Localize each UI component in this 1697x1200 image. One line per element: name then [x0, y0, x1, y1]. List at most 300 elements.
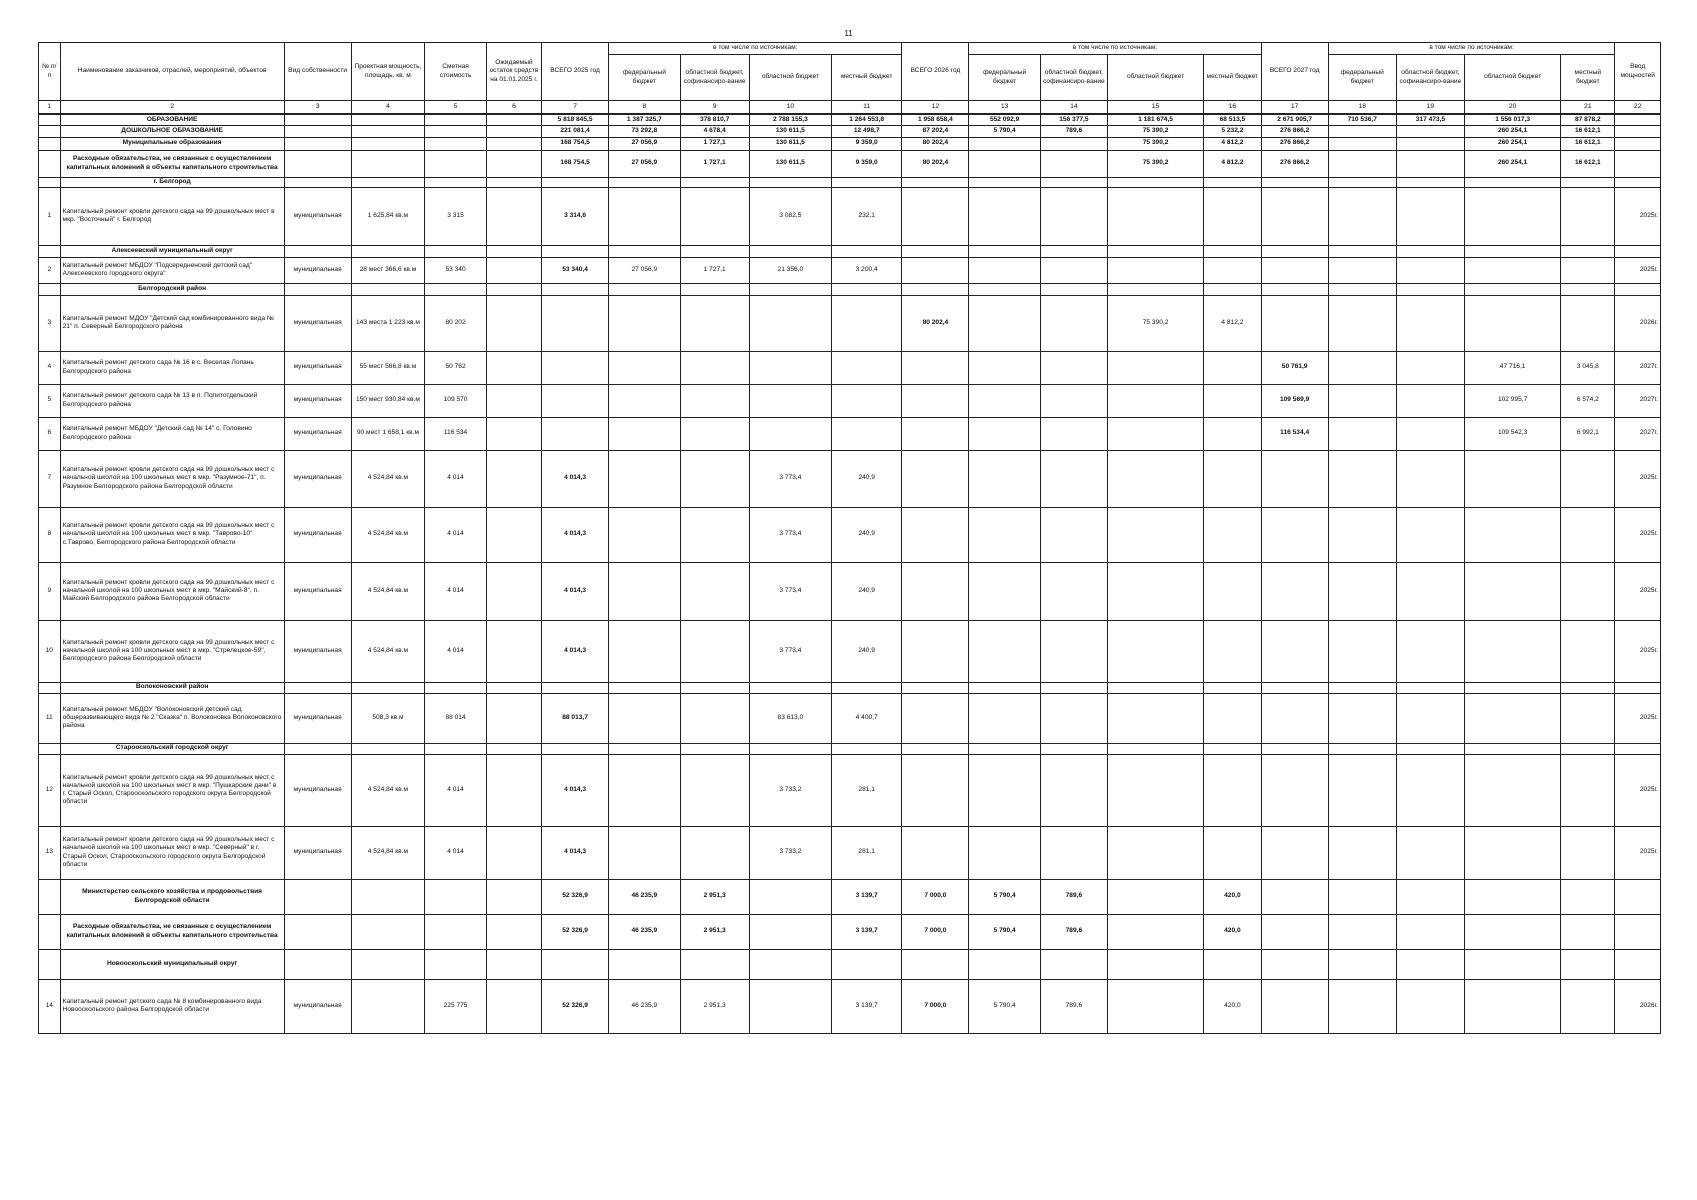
federal-2027-cell: [1328, 137, 1396, 150]
row-number: 4: [39, 351, 61, 384]
local-2025-cell: [831, 351, 901, 384]
commissioning-cell: 2025г.: [1615, 450, 1661, 507]
total-2027-cell: 50 761,9: [1261, 351, 1328, 384]
ownership-cell: муниципальная: [284, 187, 351, 245]
commissioning-cell: 2026г.: [1615, 979, 1661, 1033]
investment-program-table: [38, 42, 1661, 1034]
regional-cofin-2027-cell: [1396, 507, 1464, 562]
federal-2025-cell: [609, 826, 680, 879]
regional-2027-cell: [1464, 620, 1560, 682]
group-name: Министерство сельского хозяйства и продовольствия Белгородской области: [60, 879, 284, 914]
total-2025-cell: [542, 295, 609, 351]
federal-2025-cell: 73 292,8: [609, 125, 680, 137]
header-regional-2026: областной бюджет: [1107, 55, 1203, 101]
section-title: Старооскольский городской округ: [60, 743, 284, 754]
regional-2026-cell: [1107, 914, 1203, 949]
header-num: № п/п: [39, 43, 61, 101]
local-2026-cell: [1204, 620, 1261, 682]
commissioning-cell: [1615, 125, 1661, 137]
total-2027-cell: 2 671 905,7: [1261, 114, 1328, 125]
local-2025-cell: 240,9: [831, 620, 901, 682]
federal-2025-cell: [609, 754, 680, 826]
regional-cofin-2027-cell: [1396, 417, 1464, 450]
regional-2026-cell: [1107, 417, 1203, 450]
capacity-cell: 28 мест 366,6 кв.м: [351, 257, 425, 283]
ownership-cell: муниципальная: [284, 450, 351, 507]
row-number: 14: [39, 979, 61, 1033]
column-number: 7: [542, 101, 609, 115]
regional-cofin-2025-cell: 378 810,7: [680, 114, 749, 125]
row-number: [39, 177, 61, 187]
commissioning-cell: 2027г.: [1615, 351, 1661, 384]
empty-cell: [749, 283, 831, 295]
row-number: [39, 949, 61, 979]
regional-2025-cell: [749, 384, 831, 417]
regional-2026-cell: [1107, 754, 1203, 826]
header-ownership: Вид собственности: [284, 43, 351, 101]
header-cost: Сметная стоимость: [425, 43, 487, 101]
local-2025-cell: 3 200,4: [831, 257, 901, 283]
federal-2026-cell: [969, 351, 1040, 384]
regional-cofin-2026-cell: 789,6: [1040, 125, 1107, 137]
empty-cell: [1396, 283, 1464, 295]
empty-cell: [609, 743, 680, 754]
empty-cell: [1204, 283, 1261, 295]
estimated-cost-cell: 3 315: [425, 187, 487, 245]
federal-2026-cell: [969, 257, 1040, 283]
federal-2026-cell: [969, 507, 1040, 562]
regional-cofin-2026-cell: [1040, 949, 1107, 979]
regional-2025-cell: [749, 295, 831, 351]
empty-cell: [1464, 177, 1560, 187]
regional-cofin-2026-cell: [1040, 754, 1107, 826]
regional-cofin-2026-cell: [1040, 693, 1107, 743]
regional-2025-cell: 3 733,2: [749, 826, 831, 879]
regional-2027-cell: 260 254,1: [1464, 125, 1560, 137]
federal-2026-cell: 5 790,4: [969, 879, 1040, 914]
estimated-cost-cell: 4 014: [425, 826, 487, 879]
regional-2026-cell: [1107, 949, 1203, 979]
local-2025-cell: 240,9: [831, 450, 901, 507]
regional-cofin-2025-cell: [680, 450, 749, 507]
federal-2025-cell: [609, 187, 680, 245]
local-2026-cell: 4 812,2: [1204, 295, 1261, 351]
total-2025-cell: 4 014,3: [542, 826, 609, 879]
capacity-cell: 150 мест 930,84 кв.м: [351, 384, 425, 417]
header-capacity: Проектная мощность, площадь, кв. м: [351, 43, 425, 101]
header-local-2025: местный бюджет: [831, 55, 901, 101]
column-number: 21: [1561, 101, 1615, 115]
total-2025-cell: 168 754,5: [542, 150, 609, 177]
regional-cofin-2025-cell: [680, 507, 749, 562]
regional-cofin-2027-cell: [1396, 187, 1464, 245]
commissioning-cell: [1615, 114, 1661, 125]
local-2026-cell: 68 513,5: [1204, 114, 1261, 125]
federal-2027-cell: [1328, 620, 1396, 682]
federal-2026-cell: [969, 693, 1040, 743]
local-2025-cell: [831, 949, 901, 979]
row-number: [39, 137, 61, 150]
regional-2025-cell: 3 773,4: [749, 507, 831, 562]
estimated-cost-cell: 88 014: [425, 693, 487, 743]
commissioning-cell: 2026г.: [1615, 295, 1661, 351]
empty-cell: [1261, 743, 1328, 754]
regional-2026-cell: [1107, 979, 1203, 1033]
empty-cell: [1615, 743, 1661, 754]
object-name: Капитальный ремонт кровли детского сада на 99 дошкольных мест с начальной школой на 100 школьных мест в мкр. "Стрелецкое-59", Белгородского района Белгородской области: [60, 620, 284, 682]
table-row: [39, 979, 1661, 1033]
empty-cell: [1464, 682, 1560, 693]
remainder-cell: [486, 620, 541, 682]
capacity-cell: 4 524,84 кв.м: [351, 754, 425, 826]
regional-cofin-2026-cell: [1040, 150, 1107, 177]
regional-cofin-2027-cell: [1396, 754, 1464, 826]
federal-2027-cell: [1328, 693, 1396, 743]
total-2027-cell: 276 866,2: [1261, 137, 1328, 150]
estimated-cost-cell: 4 014: [425, 754, 487, 826]
empty-cell: [284, 245, 351, 257]
total-2027-cell: 276 866,2: [1261, 150, 1328, 177]
table-row: [39, 351, 1661, 384]
local-2025-cell: 9 359,0: [831, 150, 901, 177]
total-2026-cell: 87 202,4: [902, 125, 969, 137]
row-number: 1: [39, 187, 61, 245]
empty-cell: [425, 177, 487, 187]
empty-cell: [609, 177, 680, 187]
total-2025-cell: 4 014,3: [542, 507, 609, 562]
empty-cell: [1328, 743, 1396, 754]
table-row: [39, 754, 1661, 826]
regional-cofin-2027-cell: [1396, 620, 1464, 682]
row-number: 6: [39, 417, 61, 450]
row-number: 7: [39, 450, 61, 507]
estimated-cost-cell: 80 202: [425, 295, 487, 351]
regional-2027-cell: [1464, 562, 1560, 620]
local-2025-cell: 232,1: [831, 187, 901, 245]
empty-cell: [1561, 283, 1615, 295]
commissioning-cell: 2025г.: [1615, 257, 1661, 283]
empty-cell: [1396, 743, 1464, 754]
federal-2025-cell: 1 387 325,7: [609, 114, 680, 125]
estimated-cost-cell: [425, 114, 487, 125]
federal-2027-cell: [1328, 562, 1396, 620]
empty-cell: [1204, 245, 1261, 257]
section-title: г. Белгород: [60, 177, 284, 187]
regional-cofin-2026-cell: [1040, 295, 1107, 351]
empty-cell: [1396, 682, 1464, 693]
total-2026-cell: 80 202,4: [902, 295, 969, 351]
regional-cofin-2025-cell: 1 727,1: [680, 137, 749, 150]
local-2026-cell: [1204, 257, 1261, 283]
local-2026-cell: 4 812,2: [1204, 137, 1261, 150]
federal-2025-cell: 27 056,9: [609, 137, 680, 150]
federal-2027-cell: [1328, 879, 1396, 914]
object-name: Капитальный ремонт кровли детского сада на 99 дошкольных мест с начальной школой на 100 школьных мест в мкр. "Северный" в г. Старый Оскол, Старооскольского городского округа Белгородской области: [60, 826, 284, 879]
table-row: [39, 384, 1661, 417]
total-2025-cell: 52 326,9: [542, 879, 609, 914]
regional-2027-cell: [1464, 187, 1560, 245]
object-name: Капитальный ремонт МДОУ "Детский сад комбинированного вида № 21" п. Северный Белгородского района: [60, 295, 284, 351]
column-number: 14: [1040, 101, 1107, 115]
federal-2026-cell: 552 092,9: [969, 114, 1040, 125]
regional-cofin-2025-cell: 1 727,1: [680, 257, 749, 283]
total-2027-cell: [1261, 979, 1328, 1033]
empty-cell: [902, 245, 969, 257]
row-number: [39, 879, 61, 914]
local-2027-cell: [1561, 507, 1615, 562]
empty-cell: [425, 283, 487, 295]
estimated-cost-cell: 50 762: [425, 351, 487, 384]
federal-2025-cell: 46 235,9: [609, 879, 680, 914]
row-number: 9: [39, 562, 61, 620]
column-number: 16: [1204, 101, 1261, 115]
local-2025-cell: 240,9: [831, 507, 901, 562]
empty-cell: [1615, 177, 1661, 187]
empty-cell: [1261, 245, 1328, 257]
header-local-2027: местный бюджет: [1561, 55, 1615, 101]
section-row: [39, 283, 1661, 295]
header-federal-2026: федеральный бюджет: [969, 55, 1040, 101]
empty-cell: [1040, 245, 1107, 257]
table-row: [39, 620, 1661, 682]
estimated-cost-cell: [425, 914, 487, 949]
regional-cofin-2026-cell: [1040, 257, 1107, 283]
regional-cofin-2026-cell: 156 377,5: [1040, 114, 1107, 125]
capacity-cell: 90 мест 1 658,1 кв.м: [351, 417, 425, 450]
header-total-2025: ВСЕГО 2025 год: [542, 43, 609, 101]
total-2025-cell: [542, 384, 609, 417]
regional-cofin-2026-cell: [1040, 351, 1107, 384]
row-number: 8: [39, 507, 61, 562]
remainder-cell: [486, 826, 541, 879]
regional-cofin-2025-cell: [680, 351, 749, 384]
empty-cell: [969, 245, 1040, 257]
regional-cofin-2025-cell: [680, 949, 749, 979]
ownership-cell: муниципальная: [284, 620, 351, 682]
empty-cell: [1107, 283, 1203, 295]
column-numbers-row: [39, 101, 1661, 115]
table-row: [39, 257, 1661, 283]
group-name: Расходные обязательства, не связанные с осуществлением капитальных вложений в объекты капитального строительства: [60, 914, 284, 949]
capacity-cell: 4 524,84 кв.м: [351, 562, 425, 620]
remainder-cell: [486, 384, 541, 417]
empty-cell: [1561, 743, 1615, 754]
commissioning-cell: 2025г.: [1615, 754, 1661, 826]
empty-cell: [1561, 245, 1615, 257]
empty-cell: [902, 283, 969, 295]
total-2025-cell: 168 754,5: [542, 137, 609, 150]
commissioning-cell: 2025г.: [1615, 187, 1661, 245]
regional-cofin-2025-cell: 1 727,1: [680, 150, 749, 177]
header-local-2026: местный бюджет: [1204, 55, 1261, 101]
empty-cell: [1561, 177, 1615, 187]
capacity-cell: 4 524,84 кв.м: [351, 507, 425, 562]
regional-cofin-2025-cell: 2 951,3: [680, 879, 749, 914]
federal-2027-cell: [1328, 295, 1396, 351]
capacity-cell: [351, 949, 425, 979]
empty-cell: [1464, 743, 1560, 754]
ownership-cell: муниципальная: [284, 417, 351, 450]
total-2027-cell: [1261, 826, 1328, 879]
empty-cell: [1107, 177, 1203, 187]
capacity-cell: 4 524,84 кв.м: [351, 826, 425, 879]
subtotal-row: [39, 125, 1661, 137]
empty-cell: [542, 743, 609, 754]
regional-2025-cell: 130 611,5: [749, 125, 831, 137]
federal-2027-cell: [1328, 150, 1396, 177]
empty-cell: [831, 177, 901, 187]
empty-cell: [486, 245, 541, 257]
total-2027-cell: [1261, 914, 1328, 949]
regional-2026-cell: 75 390,2: [1107, 295, 1203, 351]
local-2027-cell: [1561, 620, 1615, 682]
regional-2025-cell: 3 773,4: [749, 620, 831, 682]
federal-2027-cell: [1328, 914, 1396, 949]
local-2027-cell: [1561, 979, 1615, 1033]
federal-2027-cell: [1328, 979, 1396, 1033]
object-name: Капитальный ремонт МБДОУ "Детский сад № 14" с. Головино Белгородского района: [60, 417, 284, 450]
regional-cofin-2026-cell: [1040, 562, 1107, 620]
object-name: Капитальный ремонт кровли детского сада на 99 дошкольных мест с начальной школой на 100 школьных мест в мкр. "Пушкарские дачи" в г. Старый Оскол, Старооскольского городского округа Белгородской области: [60, 754, 284, 826]
empty-cell: [749, 177, 831, 187]
regional-2027-cell: 109 542,3: [1464, 417, 1560, 450]
total-2025-cell: 53 340,4: [542, 257, 609, 283]
empty-cell: [542, 682, 609, 693]
empty-cell: [351, 245, 425, 257]
estimated-cost-cell: [425, 137, 487, 150]
ownership-cell: муниципальная: [284, 351, 351, 384]
empty-cell: [1261, 283, 1328, 295]
row-number: [39, 743, 61, 754]
regional-cofin-2027-cell: [1396, 150, 1464, 177]
row-number: 5: [39, 384, 61, 417]
remainder-cell: [486, 150, 541, 177]
ownership-cell: муниципальная: [284, 826, 351, 879]
total-2026-cell: [902, 693, 969, 743]
empty-cell: [902, 682, 969, 693]
empty-cell: [486, 743, 541, 754]
empty-cell: [831, 743, 901, 754]
total-2027-cell: [1261, 187, 1328, 245]
row-number: 13: [39, 826, 61, 879]
local-2026-cell: [1204, 351, 1261, 384]
estimated-cost-cell: 4 014: [425, 450, 487, 507]
regional-2027-cell: [1464, 507, 1560, 562]
regional-cofin-2026-cell: [1040, 187, 1107, 245]
total-2026-cell: [902, 384, 969, 417]
regional-cofin-2025-cell: [680, 384, 749, 417]
total-2026-cell: [902, 187, 969, 245]
regional-2026-cell: [1107, 826, 1203, 879]
empty-cell: [680, 283, 749, 295]
federal-2027-cell: [1328, 826, 1396, 879]
row-number: 3: [39, 295, 61, 351]
regional-2026-cell: [1107, 879, 1203, 914]
ownership-cell: [284, 125, 351, 137]
federal-2027-cell: [1328, 351, 1396, 384]
federal-2026-cell: [969, 295, 1040, 351]
remainder-cell: [486, 417, 541, 450]
empty-cell: [351, 177, 425, 187]
federal-2025-cell: [609, 562, 680, 620]
local-2025-cell: [831, 295, 901, 351]
estimated-cost-cell: 109 570: [425, 384, 487, 417]
regional-cofin-2027-cell: [1396, 137, 1464, 150]
federal-2026-cell: [969, 187, 1040, 245]
regional-cofin-2026-cell: [1040, 450, 1107, 507]
empty-cell: [425, 245, 487, 257]
header-sources-2026: в том числе по источникам:: [969, 43, 1261, 55]
section-row: [39, 177, 1661, 187]
local-2025-cell: 9 359,0: [831, 137, 901, 150]
remainder-cell: [486, 879, 541, 914]
empty-cell: [1040, 743, 1107, 754]
empty-cell: [284, 177, 351, 187]
table-row: [39, 693, 1661, 743]
federal-2025-cell: [609, 295, 680, 351]
local-2026-cell: 4 812,2: [1204, 150, 1261, 177]
regional-2026-cell: 1 181 674,5: [1107, 114, 1203, 125]
federal-2026-cell: [969, 949, 1040, 979]
regional-cofin-2027-cell: [1396, 949, 1464, 979]
local-2026-cell: [1204, 826, 1261, 879]
regional-cofin-2026-cell: [1040, 507, 1107, 562]
federal-2026-cell: [969, 384, 1040, 417]
empty-cell: [1396, 177, 1464, 187]
row-number: 10: [39, 620, 61, 682]
subtotal-row: [39, 114, 1661, 125]
regional-2025-cell: 3 773,4: [749, 562, 831, 620]
ownership-cell: муниципальная: [284, 693, 351, 743]
local-2027-cell: 6 574,2: [1561, 384, 1615, 417]
regional-cofin-2026-cell: 789,6: [1040, 979, 1107, 1033]
federal-2026-cell: 5 790,4: [969, 979, 1040, 1033]
header-regional-2027: областной бюджет: [1464, 55, 1560, 101]
row-number: [39, 150, 61, 177]
empty-cell: [1328, 682, 1396, 693]
commissioning-cell: 2025г.: [1615, 562, 1661, 620]
regional-cofin-2027-cell: [1396, 450, 1464, 507]
total-2027-cell: [1261, 693, 1328, 743]
commissioning-cell: 2027г.: [1615, 417, 1661, 450]
total-2025-cell: 3 314,6: [542, 187, 609, 245]
federal-2025-cell: [609, 351, 680, 384]
regional-2027-cell: [1464, 826, 1560, 879]
local-2025-cell: 281,1: [831, 754, 901, 826]
regional-2025-cell: [749, 417, 831, 450]
empty-cell: [1261, 177, 1328, 187]
regional-cofin-2025-cell: [680, 417, 749, 450]
total-2025-cell: [542, 949, 609, 979]
table-row: [39, 562, 1661, 620]
empty-cell: [542, 283, 609, 295]
federal-2026-cell: 5 790,4: [969, 125, 1040, 137]
regional-cofin-2027-cell: [1396, 384, 1464, 417]
federal-2027-cell: [1328, 507, 1396, 562]
capacity-cell: 55 мест 566,8 кв.м: [351, 351, 425, 384]
empty-cell: [969, 177, 1040, 187]
commissioning-cell: 2025г.: [1615, 826, 1661, 879]
column-number: 18: [1328, 101, 1396, 115]
row-number: 11: [39, 693, 61, 743]
total-2026-cell: [902, 257, 969, 283]
total-2027-cell: [1261, 879, 1328, 914]
regional-cofin-2025-cell: [680, 620, 749, 682]
total-2025-cell: 52 326,9: [542, 914, 609, 949]
regional-cofin-2027-cell: [1396, 125, 1464, 137]
empty-cell: [749, 743, 831, 754]
regional-cofin-2026-cell: 789,6: [1040, 879, 1107, 914]
